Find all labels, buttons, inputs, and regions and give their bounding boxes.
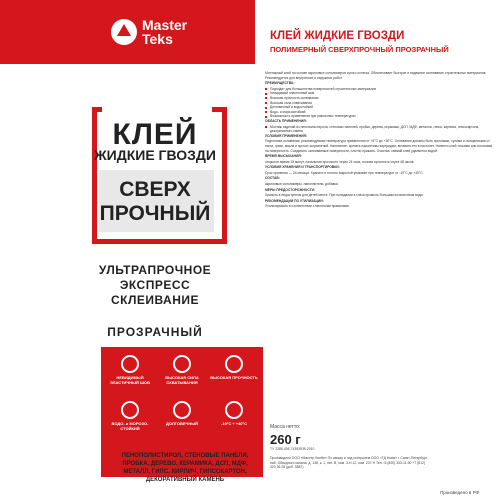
disposal-title: РЕКОМЕНДАЦИИ ПО УТИЛИЗАЦИИ: [265,198,324,203]
badge-durable [157,397,207,437]
safety-title: МЕРЫ ПРЕДОСТОРОЖНОСТИ: [265,187,316,192]
advantage-item: Высокая прочность склеивания [265,96,493,101]
snowflake-icon [121,401,139,419]
ultra-line-1: УЛЬТРАПРОЧНОЕ [98,263,212,277]
fist-icon [225,355,243,373]
producer-info: Производено ООО «Мастер Клейн» По заказу и под контролем ООО «ТД Нова» г. Санкт-Петербург, наб. Обводного канала, д. 138, к. 1, лит. В, пом. 3-Н-12, ком. 207-Н Тел.: 8 (800) 333-11-90 +7 (812) 320 36 25 (доб. 5887) [270,456,428,470]
mass-label: Масса нетто: [270,424,301,430]
front-sverh: СВЕРХ [119,178,191,201]
badge-temperature [209,397,259,437]
surfaces-list [95,452,275,484]
badge-label: ДОЛГОВЕЧНЫЙ [165,421,199,426]
made-in: Произведено в РФ [440,490,479,495]
surface-line: ДЕКОРАТИВНЫЙ КАМЕНЬ [145,477,225,483]
area-text: Монтаж изделий из пенополистирола, стеновых панелей, пробки, дерева, керамики, ДСП, МДФ, металла, гипса, кирпича, гипсокартона, декоративного камня. [265,125,493,134]
disposal-text: Утилизировать в соответствии с местными правилами. [265,204,350,209]
ultra-line-3: СКЛЕИВАНИЕ [110,293,200,307]
advantages-title: ПРЕИМУЩЕСТВА: [265,81,295,86]
composition-text: акриловые сополимеры, наполнители, добавки. [265,182,339,187]
advantage-item: Водо- и морозостойкий [265,110,493,115]
advantage-item: Невидимый эластичный шов [265,91,493,96]
badge-strength [209,351,259,391]
advantage-item: Высокая сила схватывания [265,101,493,106]
advantage-item: Долговечный и водостойкий [265,105,493,110]
product-title: КЛЕЙ ЖИДКИЕ ГВОЗДИ [270,30,405,42]
front-prochny: ПРОЧНЫЙ [99,202,211,225]
safety-text: Хранить в недоступном для детей месте. При попадании в глаза промыть большим количеством воды. [265,193,424,198]
description-intro: Монтажный клей на основе акриловых сополимеров сухого остатка. Обеспечивает быстрое и надежное склеивание строительных материалов. Рекомендуется для внутренних и наружных работ. [265,71,487,80]
badge-label: ВОДО- и МОРОЗО-СТОЙКИЙ [111,421,149,431]
area-title: ОБЛАСТЬ ПРИМЕНЕНИЯ: [265,118,307,123]
title-frame-corner-right [212,107,222,112]
usage-title: УСЛОВИЯ ПРИМЕНЕНИЯ: [265,133,307,138]
drying-text: открытое время 15 минут, начальная прочность через 24 часа, полная прочность через 48 часов. [265,159,415,164]
tu-code: ТУ 2385-005-74393939-2010 [270,447,315,451]
ultra-line-2: ЭКСПРЕСС [119,278,191,292]
net-weight: 260 г [270,432,301,447]
brand-name-line1: Master [142,17,188,33]
thermometer-icon [225,401,243,419]
front-ultra-text [0,263,310,308]
brand-name-line2: Teks [142,31,173,47]
shield-icon [173,401,191,419]
description-column [265,71,493,210]
badge-seam [105,351,155,391]
seam-icon [121,355,139,373]
storage-text: Срок хранения — 24 месяца. Хранить в плотно закрытой упаковке при температуре от -10°С до +40°С. [265,170,424,175]
advantage-item: Подходит для большинства поверхностей строительных материалов [265,87,493,92]
brand-name [142,18,187,46]
product-subtitle: ПОЛИМЕРНЫЙ СВЕРХПРОЧНЫЙ ПРОЗРАЧНЫЙ [270,45,449,54]
badge-label: -10°С ÷ +40°С [221,421,247,426]
brand-triangle-icon [117,24,131,36]
drying-title: ВРЕМЯ ВЫСЫХАНИЯ: [265,154,302,159]
composition-title: СОСТАВ: [265,176,280,181]
front-title-zhidkie: ЖИДКИЕ ГВОЗДИ [94,147,216,163]
hammer-icon [173,355,191,373]
front-transparent: ПРОЗРАЧНЫЙ [107,325,203,339]
usage-text: Подготовка основания: рекомендуемая температура применения от +5°С до +30°С. Основания должны быть прочными, сухими и очищенными от пыли, грязи, масла и прочих загрязнений. Нанесение: срезать наконечник картриджа, вставить его в пистолет. Нанести клей точками или полосами на поверхность. Соединить склеиваемые поверхности, плотно прижать. Очистка: свежий клей удаляется водой. [265,139,493,153]
badge-grip [157,351,207,391]
advantage-item: Возможность применения при различных температурах [265,114,493,119]
badge-label: ВЫСОКАЯ СИЛА СХВАТЫВАНИЯ [165,375,199,385]
surface-line: МЕТАЛЛ, ГИПС, КИРПИЧ, ГИПСОКАРТОН, [123,469,247,475]
title-frame-corner-left [92,107,102,112]
badge-label: ВЫСОКАЯ ПРОЧНОСТЬ [210,375,258,380]
storage-title: УСЛОВИЯ ХРАНЕНИЯ И ТРАНСПОРТИРОВКИ: [265,165,340,170]
surface-line: ПРОБКА, ДЕРЕВО, КЕРАМИКА, ДСП, МДФ, [122,461,248,467]
surface-line: ПЕНОПОЛИСТИРОЛ, СТЕНОВЫЕ ПАНЕЛИ, [121,453,249,459]
badge-frost [105,397,155,437]
badge-label: НЕВИДИМЫЙ ЭЛАСТИЧНЫЙ ШОВ [109,375,151,385]
front-title-klei: КЛЕЙ [112,118,198,151]
